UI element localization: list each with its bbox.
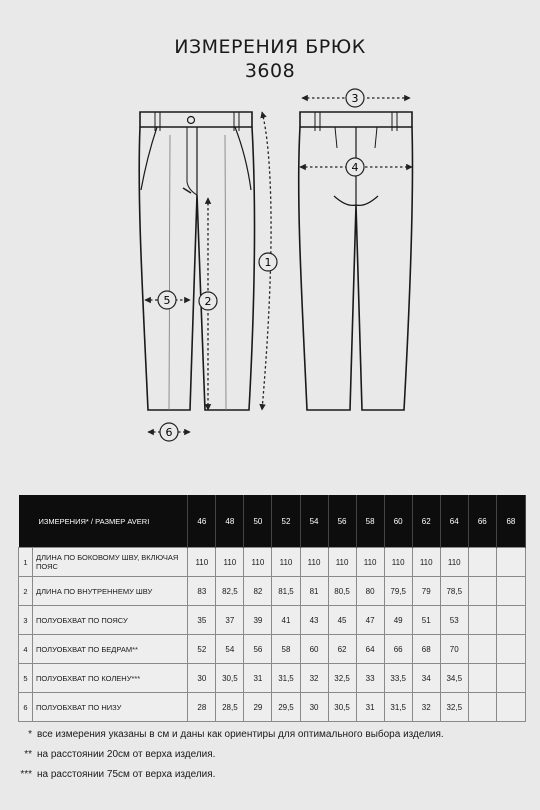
- table-cell: 110: [384, 548, 412, 577]
- table-cell: 110: [300, 548, 328, 577]
- table-row: [19, 664, 526, 693]
- table-row: [19, 577, 526, 606]
- size-header: 60: [384, 495, 412, 548]
- table-cell: 60: [300, 635, 328, 664]
- table-cell: 58: [272, 635, 300, 664]
- footnote-mark: **: [24, 749, 32, 760]
- table-cell: 64: [356, 635, 384, 664]
- model-number: 3608: [244, 60, 296, 82]
- marker-2: [199, 292, 217, 310]
- footnote-1: [12, 729, 444, 740]
- table-cell: 43: [300, 606, 328, 635]
- table-cell: 68: [412, 635, 440, 664]
- page-title: ИЗМЕРЕНИЯ БРЮК: [174, 36, 366, 58]
- row-label: ДЛИНА ПО БОКОВОМУ ШВУ, ВКЛЮЧАЯ ПОЯС: [33, 548, 188, 577]
- table-cell: 54: [216, 635, 244, 664]
- row-number: 5: [19, 664, 33, 693]
- size-header: 46: [188, 495, 216, 548]
- button-icon: [188, 117, 195, 124]
- table-cell: 49: [384, 606, 412, 635]
- table-cell: 56: [244, 635, 272, 664]
- row-number: 3: [19, 606, 33, 635]
- svg-text:2: 2: [204, 295, 212, 308]
- size-header: 52: [272, 495, 300, 548]
- table-cell: 32,5: [328, 664, 356, 693]
- table-cell: [468, 693, 496, 722]
- marker-5: [158, 291, 176, 309]
- table-cell: 82: [244, 577, 272, 606]
- size-header: 62: [412, 495, 440, 548]
- svg-text:4: 4: [351, 161, 359, 174]
- table-cell: 110: [328, 548, 356, 577]
- table-cell: [468, 606, 496, 635]
- measurement-guides: [145, 98, 412, 432]
- svg-text:3: 3: [351, 92, 359, 105]
- table-cell: 79,5: [384, 577, 412, 606]
- table-cell: 110: [272, 548, 300, 577]
- size-header: 58: [356, 495, 384, 548]
- table-cell: 29,5: [272, 693, 300, 722]
- marker-6: [160, 423, 178, 441]
- table-cell: 31: [244, 664, 272, 693]
- table-cell: 78,5: [440, 577, 468, 606]
- size-header: 68: [496, 495, 525, 548]
- table-cell: 28: [188, 693, 216, 722]
- row-number: 2: [19, 577, 33, 606]
- table-cell: 29: [244, 693, 272, 722]
- table-cell: [468, 635, 496, 664]
- table-row: [19, 693, 526, 722]
- table-cell: 110: [440, 548, 468, 577]
- table-cell: 33: [356, 664, 384, 693]
- table-cell: [468, 548, 496, 577]
- row-number: 4: [19, 635, 33, 664]
- table-cell: 31: [356, 693, 384, 722]
- table-cell: [496, 606, 525, 635]
- footnote-text: на расстоянии 20см от верха изделия.: [37, 749, 216, 760]
- row-label: ПОЛУОБХВАТ ПО БЕДРАМ**: [33, 635, 188, 664]
- size-table: [18, 495, 526, 722]
- table-cell: 32,5: [440, 693, 468, 722]
- table-cell: 81: [300, 577, 328, 606]
- size-header: 64: [440, 495, 468, 548]
- table-cell: 51: [412, 606, 440, 635]
- row-label: ПОЛУОБХВАТ ПО НИЗУ: [33, 693, 188, 722]
- table-cell: 30: [300, 693, 328, 722]
- table-cell: 110: [244, 548, 272, 577]
- table-row: [19, 606, 526, 635]
- table-cell: [496, 693, 525, 722]
- svg-text:5: 5: [163, 294, 171, 307]
- table-cell: 34,5: [440, 664, 468, 693]
- footnote-3: [12, 769, 215, 780]
- table-cell: 31,5: [272, 664, 300, 693]
- table-cell: 110: [216, 548, 244, 577]
- row-number: 6: [19, 693, 33, 722]
- table-row: [19, 635, 526, 664]
- footnote-mark: *: [28, 729, 32, 740]
- table-cell: 66: [384, 635, 412, 664]
- table-cell: 28,5: [216, 693, 244, 722]
- table-cell: 52: [188, 635, 216, 664]
- row-label: ДЛИНА ПО ВНУТРЕННЕМУ ШВУ: [33, 577, 188, 606]
- size-header: 54: [300, 495, 328, 548]
- table-cell: 35: [188, 606, 216, 635]
- footnote-text: на расстоянии 75см от верха изделия.: [37, 769, 216, 780]
- table-cell: 30,5: [328, 693, 356, 722]
- table-cell: 41: [272, 606, 300, 635]
- size-header: 50: [244, 495, 272, 548]
- table-header-label: ИЗМЕРЕНИЯ* / РАЗМЕР AVERI: [19, 495, 188, 548]
- table-cell: 80,5: [328, 577, 356, 606]
- table-cell: [496, 664, 525, 693]
- marker-1: [259, 253, 277, 271]
- trousers-front-view: [139, 112, 254, 410]
- row-number: 1: [19, 548, 33, 577]
- footnote-text: все измерения указаны в см и даны как ориентиры для оптимального выбора изделия.: [37, 729, 444, 740]
- table-cell: [496, 635, 525, 664]
- marker-3: [346, 89, 364, 107]
- table-header-row: [19, 495, 526, 548]
- table-cell: 30: [188, 664, 216, 693]
- table-cell: 34: [412, 664, 440, 693]
- table-cell: 110: [412, 548, 440, 577]
- row-label: ПОЛУОБХВАТ ПО ПОЯСУ: [33, 606, 188, 635]
- table-cell: [468, 577, 496, 606]
- table-cell: 47: [356, 606, 384, 635]
- trousers-back-view: [299, 112, 413, 410]
- table-cell: 80: [356, 577, 384, 606]
- size-header: 56: [328, 495, 356, 548]
- table-cell: 37: [216, 606, 244, 635]
- table-cell: 53: [440, 606, 468, 635]
- table-cell: 31,5: [384, 693, 412, 722]
- svg-text:1: 1: [264, 256, 272, 269]
- table-cell: 30,5: [216, 664, 244, 693]
- table-cell: 110: [356, 548, 384, 577]
- table-cell: 32: [300, 664, 328, 693]
- table-cell: 83: [188, 577, 216, 606]
- table-cell: 79: [412, 577, 440, 606]
- table-cell: 32: [412, 693, 440, 722]
- marker-4: [346, 158, 364, 176]
- table-cell: [496, 577, 525, 606]
- footnote-2: [12, 749, 215, 760]
- size-header: 66: [468, 495, 496, 548]
- table-cell: [468, 664, 496, 693]
- table-cell: 81,5: [272, 577, 300, 606]
- table-cell: 39: [244, 606, 272, 635]
- footnote-mark: ***: [20, 769, 32, 780]
- table-cell: 62: [328, 635, 356, 664]
- table-cell: [496, 548, 525, 577]
- svg-text:6: 6: [165, 426, 173, 439]
- table-row: [19, 548, 526, 577]
- size-header: 48: [216, 495, 244, 548]
- table-cell: 70: [440, 635, 468, 664]
- row-label: ПОЛУОБХВАТ ПО КОЛЕНУ***: [33, 664, 188, 693]
- table-cell: 45: [328, 606, 356, 635]
- table-cell: 110: [188, 548, 216, 577]
- table-cell: 82,5: [216, 577, 244, 606]
- table-cell: 33,5: [384, 664, 412, 693]
